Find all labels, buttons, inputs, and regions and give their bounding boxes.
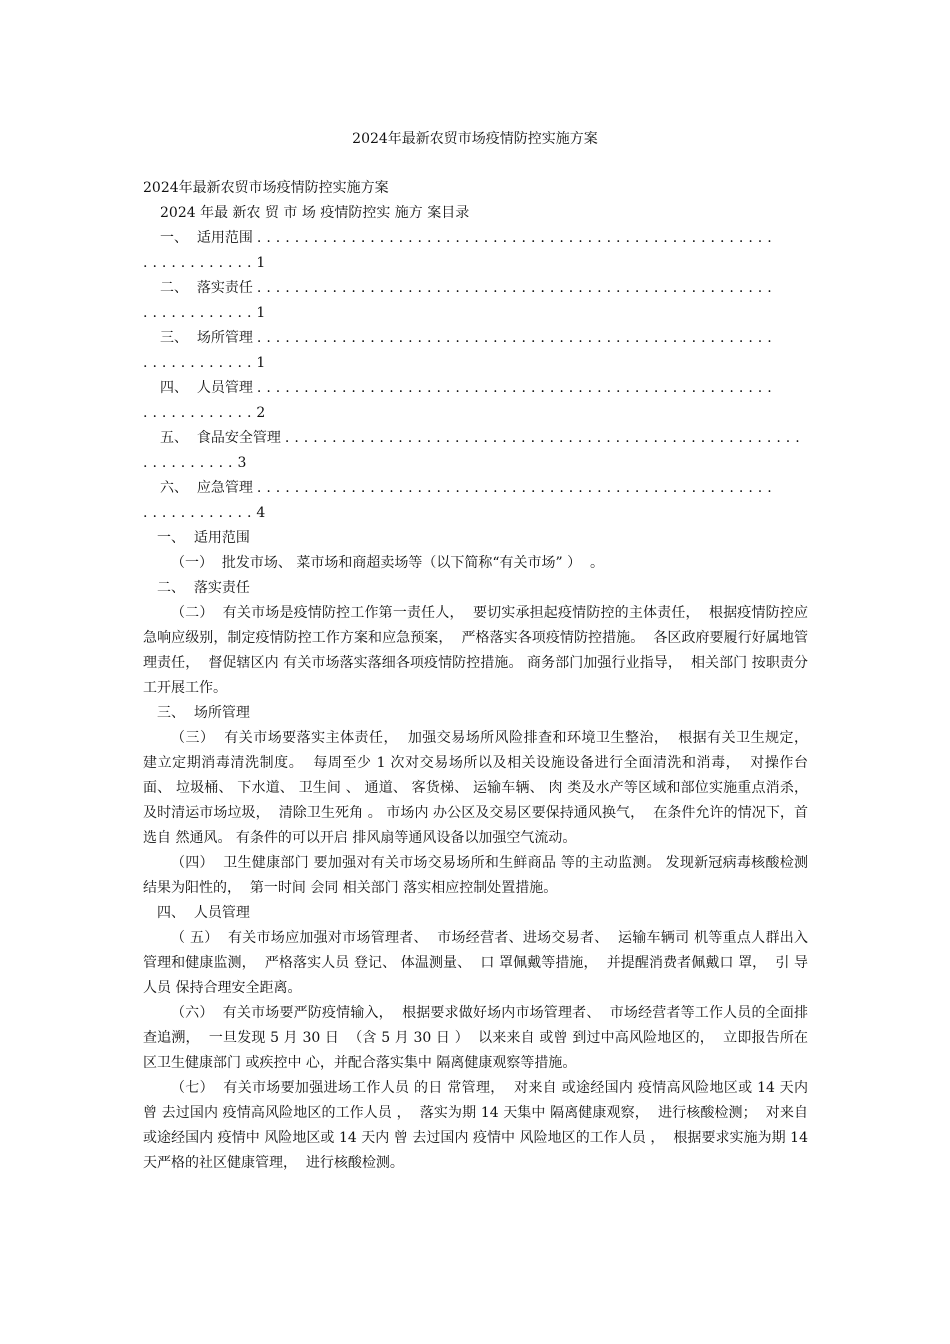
paragraph: （四） 卫生健康部门 要加强对有关市场交易场所和生鲜商品 等的主动监测。 发现新冠病毒核酸检测结果为阳性的， 第一时间 会同 相关部门 落实相应控制处置措施。 (143, 855, 808, 896)
toc-number: 二、 (160, 280, 188, 296)
toc-heading: 2024 年最 新农 贸 市 场 疫情防控实 施方 案目录 (160, 205, 470, 221)
table-of-contents (143, 226, 808, 526)
paragraph: （一） 批发市场、 菜市场和商超卖场等（以下简称“有关市场” ） 。 (171, 555, 605, 571)
section-heading: 三、 场所管理 (157, 705, 250, 721)
toc-leader-dots: ....................................................... (256, 330, 777, 346)
toc-page-number: 4 (256, 505, 266, 521)
toc-leader-dots: .......... (143, 455, 238, 471)
toc-entry[interactable] (143, 226, 808, 276)
toc-entry[interactable] (143, 376, 808, 426)
toc-label: 场所管理 (196, 330, 253, 346)
toc-label: 适用范围 (196, 230, 253, 246)
paragraph: （ 五） 有关市场应加强对市场管理者、 市场经营者、进场交易者、 运输车辆司 机等重点人群出入管理和健康监测， 严格落实人员 登记、 体温测量、 口 罩佩戴等措施， 并提醒消费者佩戴口 罩， 引 导人员 保持合理安全距离。 (143, 930, 808, 996)
document-title: 2024年最新农贸市场疫情防控实施方案 (352, 131, 598, 147)
toc-leader-dots: ....................................................... (256, 280, 777, 296)
toc-leader-dots: ....................................................... (284, 430, 805, 446)
toc-label: 人员管理 (196, 380, 253, 396)
toc-entry[interactable] (143, 476, 808, 526)
toc-page-number: 2 (256, 405, 266, 421)
toc-number: 四、 (160, 380, 188, 396)
subtitle: 2024年最新农贸市场疫情防控实施方案 (143, 180, 389, 196)
paragraph: （七） 有关市场要加强进场工作人员 的日 常管理， 对来自 或途经国内 疫情高风险地区或 14 天内 曾 去过国内 疫情高风险地区的工作人员 ， 落实为期 14 天集中 隔离健康观察， 进行核酸检测； 对来自 或途经国内 疫情中 风险地区或 14 天内 曾 去过国内 疫情中 风险地区的工作人员 ， 根据要求实施为期 14 天严格的社区健康管理， 进行核酸检测。 (143, 1080, 813, 1171)
paragraph: （六） 有关市场要严防疫情输入， 根据要求做好场内市场管理者、 市场经营者等工作人员的全面排查追溯， 一旦发现 5 月 30 日 （含 5 月 30 日 ） 以来来自 或曾 到过中高风险地区的， 立即报告所在区卫生健康部门 或疾控中 心，并配合落实集中 隔离健康观察等措施。 (143, 1005, 808, 1071)
toc-number: 五、 (160, 430, 188, 446)
toc-label: 落实责任 (196, 280, 253, 296)
paragraph: （三） 有关市场要落实主体责任， 加强交易场所风险排查和环境卫生整治， 根据有关卫生规定， 建立定期消毒清洗制度。 每周至少 1 次对交易场所以及相关设施设备进行全面清洗和消毒， 对操作台面、 垃圾桶、 下水道、 卫生间 、 通道、 客货梯、 运输车辆、 肉 类及水产等区域和部位实施重点消杀， 及时清运市场垃圾， 清除卫生死角 。 市场内 办公区及交易区要保持通风换气， 在条件允许的情况下，首选自 然通风。 有条件的可以开启 排风扇等通风设备以加强空气流动。 (143, 730, 817, 846)
toc-label: 食品安全管理 (196, 430, 281, 446)
toc-label: 应急管理 (196, 480, 253, 496)
toc-entry[interactable] (143, 276, 808, 326)
toc-leader-dots: ............ (143, 305, 257, 321)
toc-entry[interactable] (143, 326, 808, 376)
toc-page-number: 1 (256, 355, 266, 371)
toc-leader-dots: ....................................................... (256, 380, 777, 396)
document-body (143, 176, 817, 1176)
toc-number: 六、 (160, 480, 188, 496)
section-heading: 二、 落实责任 (157, 580, 250, 596)
toc-leader-dots: ............ (143, 255, 257, 271)
toc-page-number: 1 (256, 305, 266, 321)
toc-page-number: 3 (237, 455, 247, 471)
section-heading: 一、 适用范围 (157, 530, 250, 546)
toc-page-number: 1 (256, 255, 266, 271)
toc-leader-dots: ....................................................... (256, 480, 777, 496)
section-heading: 四、 人员管理 (157, 905, 250, 921)
toc-leader-dots: ....................................................... (256, 230, 777, 246)
toc-number: 一、 (160, 230, 188, 246)
toc-leader-dots: ............ (143, 355, 257, 371)
toc-entry[interactable] (143, 426, 808, 476)
toc-leader-dots: ............ (143, 405, 257, 421)
paragraph: （二） 有关市场是疫情防控工作第一责任人， 要切实承担起疫情防控的主体责任， 根据疫情防控应急响应级别，制定疫情防控工作方案和应急预案， 严格落实各项疫情防控措施。 各区政府要履行好属地管理责任， 督促辖区内 有关市场落实落细各项疫情防控措施。 商务部门加强行业指导， 相关部门 按职责分工开展工作。 (143, 605, 808, 696)
toc-number: 三、 (160, 330, 188, 346)
toc-leader-dots: ............ (143, 505, 257, 521)
